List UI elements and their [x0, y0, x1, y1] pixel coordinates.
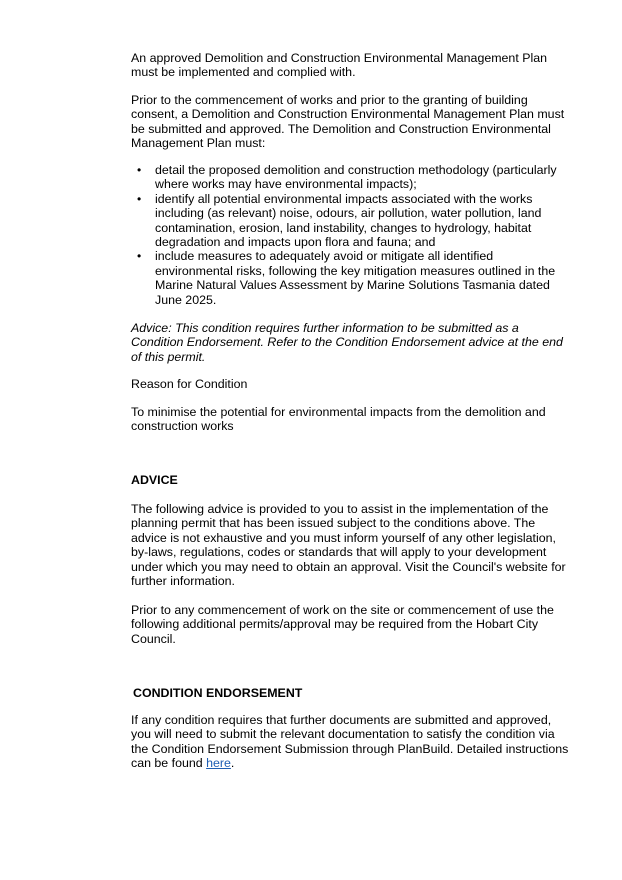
reason-label: Reason for Condition: [131, 377, 248, 391]
condition-intro: An approved Demolition and Construction Environmental Management Plan must be implemented and complied with.: [131, 51, 548, 80]
condition-prior-text: Prior to the commencement of works and prior to the granting of building consent, a Demolition and Construction Environmental Management Plan must be submitted and approved. The Demolition and Construction Environmental Management Plan must:: [131, 93, 565, 151]
endorsement-paragraph: [131, 713, 573, 771]
list-item: [131, 163, 571, 192]
bullet-icon: •: [137, 191, 142, 206]
requirements-list: [131, 163, 571, 307]
list-item: [131, 192, 571, 250]
endorsement-text: If any condition requires that further documents are submitted and approved, you will need to submit the relevant documentation to satisfy the condition via the Condition Endorsement Submission through PlanBuild. Detailed instructions can be found: [131, 713, 569, 771]
list-item-text: detail the proposed demolition and construction methodology (particularly where works may have environmental impacts);: [155, 163, 557, 192]
here-link[interactable]: here: [206, 756, 231, 771]
bullet-icon: •: [137, 163, 142, 177]
endorsement-end-punctuation: .: [230, 756, 235, 771]
reason-text: To minimise the potential for environmental impacts from the demolition and construction works: [131, 405, 546, 434]
list-item-text: identify all potential environmental impacts associated with the works including (as relevant) noise, odours, air pollution, water pollution, land contamination, erosion, land instability, changes to hydrology, habitat degradation and impacts upon flora and fauna; and: [155, 191, 542, 250]
list-item: [131, 249, 571, 307]
condition-advice-note: Advice: This condition requires further information to be submitted as a Condition Endorsement. Refer to the Condition Endorsement advice at the end of this permit.: [131, 321, 563, 364]
list-item-text: include measures to adequately avoid or mitigate all identified environmental risks, following the key mitigation measures outlined in the Marine Natural Values Assessment by Marine Solutions Tasmania dated June 2025.: [155, 249, 556, 307]
bullet-icon: •: [137, 249, 142, 264]
advice-paragraph-1: The following advice is provided to you to assist in the implementation of the planning permit that has been issued subject to the conditions above. The advice is not exhaustive and you must inform yourself of any other legislation, by-laws, regulations, codes or standards that will apply to your development under which you may need to obtain an approval. Visit the Council's website for further information.: [131, 502, 566, 589]
advice-heading: ADVICE: [131, 473, 178, 487]
advice-paragraph-2: Prior to any commencement of work on the site or commencement of use the following additional permits/approval may be required from the Hobart City Council.: [131, 603, 554, 646]
condition-endorsement-heading: CONDITION ENDORSEMENT: [133, 686, 303, 700]
